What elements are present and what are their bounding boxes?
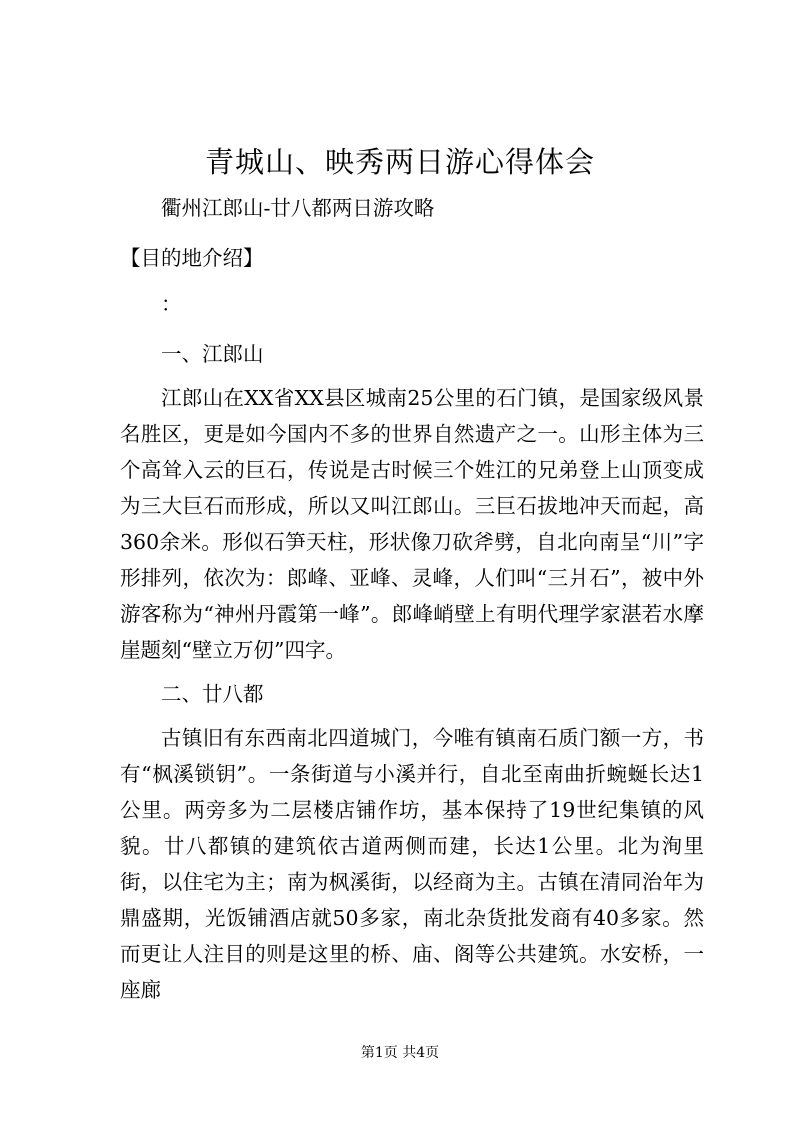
document-body [120, 190, 704, 1008]
subtitle-line: 衢州江郎山-廿八都两日游攻略 [161, 196, 435, 220]
document-title: 青城山、映秀两日游心得体会 [204, 145, 595, 179]
section-heading-jianglangshan: 一、江郎山 [161, 342, 264, 366]
page-number-footer: 第1页 共4页 [360, 1045, 440, 1061]
colon-line: ： [161, 292, 182, 316]
section-heading-niansandu: 二、廿八都 [161, 682, 264, 706]
paragraph-niansandu: 古镇旧有东西南北四道城门，今唯有镇南石质门额一方，书有“枫溪锁钥”。一条街道与小溪并行，自北至南曲折蜿蜒长达1公里。两旁多为二层楼店铺作坊，基本保持了19世纪集镇的风貌。廿八都镇的建筑依古道两侧而建，长达1公里。北为洵里街，以住宅为主；南为枫溪街，以经商为主。古镇在清同治年为鼎盛期，光饭铺酒店就50多家，南北杂货批发商有40多家。然而更让人注目的则是这里的桥、庙、阁等公共建筑。水安桥，一座廊 [120, 726, 704, 1002]
paragraph-jianglangshan: 江郎山在XX省XX县区城南25公里的石门镇，是国家级风景名胜区，更是如今国内不多的世界自然遗产之一。山形主体为三个高耸入云的巨石，传说是古时候三个姓江的兄弟登上山顶变成为三大巨石而形成，所以又叫江郎山。三巨石拔地冲天而起，高360余米。形似石笋天柱，形状像刀砍斧劈，自北向南呈“川”字形排列，依次为：郎峰、亚峰、灵峰，人们叫“三爿石”，被中外游客称为“神州丹霞第一峰”。郎峰峭壁上有明代理学家湛若水摩崖题刻“壁立万仞”四字。 [120, 386, 704, 662]
section-intro-line: 【目的地介绍】 [120, 246, 264, 270]
